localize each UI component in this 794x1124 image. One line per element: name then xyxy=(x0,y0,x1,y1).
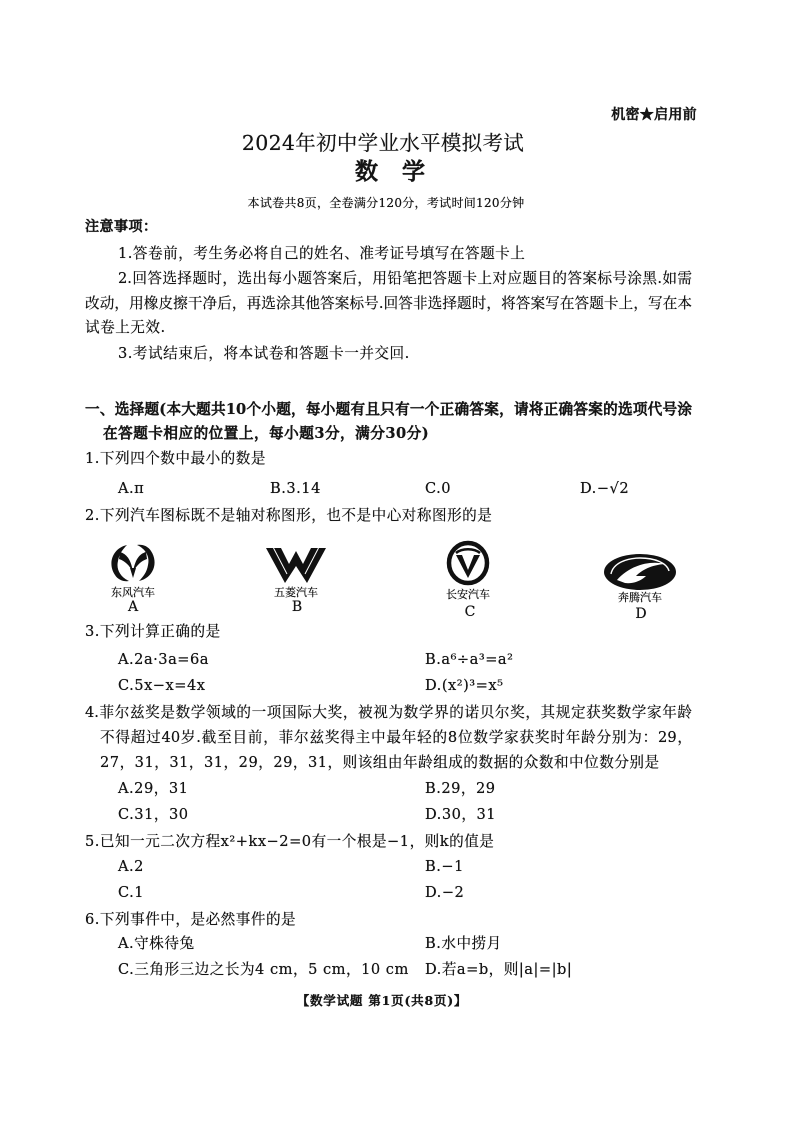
question-3-option-c: C.5x−x=4x xyxy=(118,677,206,694)
question-3-stem: 3.下列计算正确的是 xyxy=(85,623,221,640)
exam-info: 本试卷共8页，全卷满分120分，考试时间120分钟 xyxy=(247,196,525,210)
question-4-option-d: D.30，31 xyxy=(425,806,497,823)
question-3-option-a: A.2a·3a=6a xyxy=(118,651,210,668)
option-c-letter: C xyxy=(464,604,476,620)
notice-line-5: 3.考试结束后，将本试卷和答题卡一并交回. xyxy=(118,345,410,362)
question-5-option-d: D.−2 xyxy=(425,884,465,901)
exam-title: 2024年初中学业水平模拟考试 xyxy=(241,131,525,155)
option-d-brand: 奔腾汽车 xyxy=(618,591,662,604)
wuling-logo-icon xyxy=(266,548,326,584)
question-4-stem-line-3: 27，31，31，31，29，29，31，则该组由年龄组成的数据的众数和中位数分别是 xyxy=(100,754,660,771)
option-b-brand: 五菱汽车 xyxy=(274,586,318,599)
notice-line-4: 试卷上无效. xyxy=(85,319,166,336)
notice-line-2: 2.回答选择题时，选出每小题答案后，用铅笔把答题卡上对应题目的答案标号涂黑.如需 xyxy=(118,270,692,287)
question-6-option-a: A.守株待兔 xyxy=(118,935,195,952)
option-d-letter: D xyxy=(635,606,647,622)
option-c-brand: 长安汽车 xyxy=(446,588,490,601)
option-b-letter: B xyxy=(291,599,303,615)
question-1-option-a: A.π xyxy=(118,480,145,497)
dongfeng-logo-icon xyxy=(107,543,159,583)
notice-heading: 注意事项： xyxy=(85,219,158,235)
question-6-option-d: D.若a=b，则|a|=|b| xyxy=(425,961,573,978)
option-a-letter: A xyxy=(127,599,139,615)
question-1-option-b: B.3.14 xyxy=(270,480,321,497)
notice-line-1: 1.答卷前，考生务必将自己的姓名、准考证号填写在答题卡上 xyxy=(118,245,526,262)
question-5-stem: 5.已知一元二次方程x²+kx−2=0有一个根是−1，则k的值是 xyxy=(85,833,495,850)
question-2-stem: 2.下列汽车图标既不是轴对称图形，也不是中心对称图形的是 xyxy=(85,507,493,524)
question-6-option-c: C.三角形三边之长为4 cm，5 cm，10 cm xyxy=(118,961,409,978)
question-4-stem-line-2: 不得超过40岁.截至目前，菲尔兹奖得主中最年轻的8位数学家获奖时年龄分别为：29， xyxy=(100,729,692,746)
question-1-stem: 1.下列四个数中最小的数是 xyxy=(85,450,266,467)
question-5-option-c: C.1 xyxy=(118,884,145,901)
section-heading-line-1: 一、选择题(本大题共10个小题，每小题有且只有一个正确答案，请将正确答案的选项代号涂 xyxy=(85,401,692,418)
question-6-option-b: B.水中捞月 xyxy=(425,935,502,952)
question-1-option-c: C.0 xyxy=(425,480,452,497)
question-4-option-a: A.29，31 xyxy=(118,780,189,797)
question-6-stem: 6.下列事件中，是必然事件的是 xyxy=(85,911,297,928)
changan-logo-icon xyxy=(446,540,490,586)
question-1-option-d: D.−√2 xyxy=(580,480,630,497)
option-a-brand: 东风汽车 xyxy=(111,586,155,599)
question-4-stem-line-1: 4.菲尔兹奖是数学领域的一项国际大奖，被视为数学界的诺贝尔奖，其规定获奖数学家年龄 xyxy=(85,704,692,721)
question-4-option-c: C.31，30 xyxy=(118,806,189,823)
question-4-option-b: B.29，29 xyxy=(425,780,496,797)
subject-title: 数 学 xyxy=(355,158,434,185)
besturn-logo-icon xyxy=(603,553,677,591)
question-5-option-a: A.2 xyxy=(118,858,144,875)
notice-line-3: 改动，用橡皮擦干净后，再选涂其他答案标号.回答非选择题时，将答案写在答题卡上，写在本 xyxy=(85,295,692,312)
question-5-option-b: B.−1 xyxy=(425,858,464,875)
question-3-option-d: D.(x²)³=x⁵ xyxy=(425,677,504,694)
section-heading-line-2: 在答题卡相应的位置上，每小题3分，满分30分) xyxy=(103,425,430,442)
confidential-mark: 机密★启用前 xyxy=(611,107,697,123)
question-3-option-b: B.a⁶÷a³=a² xyxy=(425,651,514,668)
page-footer: 【数学试题 第1页(共8页)】 xyxy=(296,993,468,1008)
